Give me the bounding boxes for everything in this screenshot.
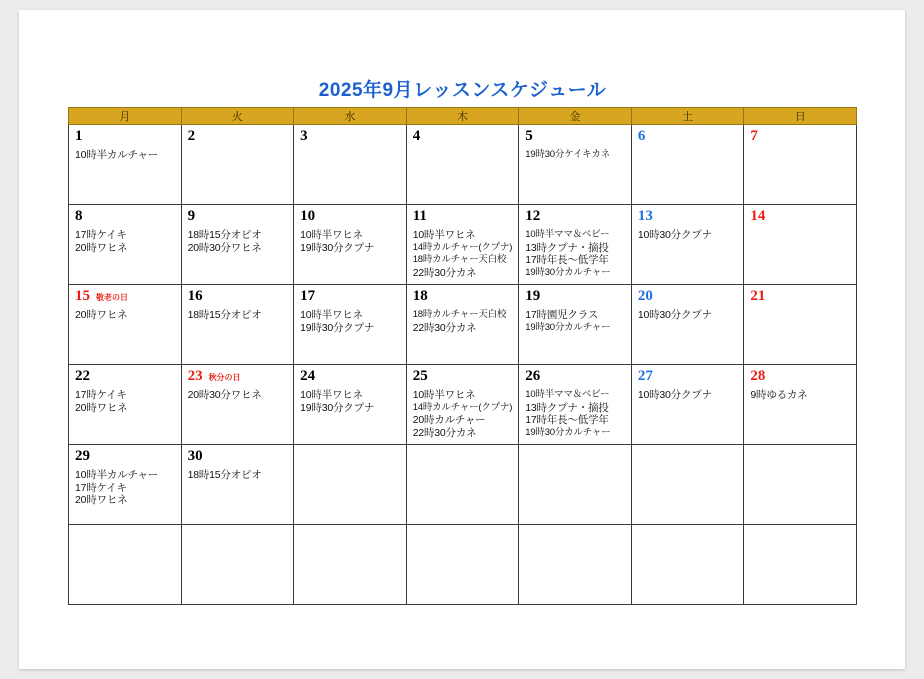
day-number-row: [525, 528, 627, 545]
calendar-day-cell[interactable]: [181, 125, 294, 205]
calendar-day-cell[interactable]: [294, 365, 407, 445]
day-number: 13: [637, 208, 653, 224]
calendar-table: [68, 107, 857, 605]
day-events: [300, 389, 402, 414]
day-number: 9: [187, 208, 196, 224]
calendar-day-cell[interactable]: [69, 365, 182, 445]
calendar-empty-cell: [294, 525, 407, 605]
day-number-row: [638, 368, 740, 385]
calendar-day-cell[interactable]: [294, 205, 407, 285]
weekday-header-sun: 日: [744, 108, 857, 125]
day-number: 19: [525, 288, 541, 304]
event-item: 17時ケイキ: [75, 481, 127, 494]
event-item: 9時ゆるカネ: [750, 389, 808, 401]
calendar-day-cell[interactable]: [631, 205, 744, 285]
day-number-row: [75, 368, 177, 385]
calendar-empty-cell: [519, 525, 632, 605]
day-number: 4: [412, 128, 421, 144]
day-number: 12: [525, 208, 541, 224]
day-number: 23: [187, 368, 203, 384]
holiday-label: 秋分の日: [208, 373, 241, 382]
day-number-row: [188, 368, 290, 385]
day-number: 30: [187, 448, 203, 464]
calendar-day-cell[interactable]: [744, 125, 857, 205]
event-item: 10時半ママ＆ベビー: [525, 229, 610, 240]
day-number-row: [300, 208, 402, 225]
weekday-header-fri: 金: [519, 108, 632, 125]
day-number-row: [413, 288, 515, 305]
calendar-empty-cell: [406, 445, 519, 525]
day-number: 11: [412, 208, 427, 224]
event-item: 20時カルチャー: [412, 414, 486, 426]
calendar-day-cell[interactable]: [181, 285, 294, 365]
event-item: 10時30分クプナ: [637, 229, 712, 241]
event-item: 22時30分カネ: [412, 266, 477, 279]
document-page: [19, 10, 905, 669]
day-number-row: [638, 528, 740, 545]
calendar-sheet: [68, 75, 857, 620]
day-events: [300, 229, 402, 254]
day-number: 20: [637, 288, 653, 304]
calendar-empty-cell: [294, 445, 407, 525]
day-number-row: [300, 448, 402, 465]
event-item: 19時30分クプナ: [300, 241, 375, 254]
event-item: 20時ワヒネ: [75, 401, 128, 414]
day-number-row: [188, 208, 290, 225]
day-events: [638, 389, 740, 402]
weekday-header-thu: 木: [406, 108, 519, 125]
event-item: 10時半ワヒネ: [300, 389, 363, 401]
calendar-day-cell[interactable]: [744, 285, 857, 365]
calendar-day-cell[interactable]: [181, 365, 294, 445]
day-number: 26: [525, 368, 541, 384]
day-events: [75, 309, 177, 322]
day-number-row: [75, 208, 177, 225]
calendar-week-row: [69, 125, 857, 205]
event-item: 10時半ワヒネ: [412, 229, 476, 241]
day-number-row: [188, 528, 290, 545]
calendar-body: [69, 125, 857, 605]
event-item: 17時年長～低学年: [525, 414, 609, 426]
event-item: 19時30分ケイキカネ: [525, 149, 611, 160]
day-number-row: [300, 288, 402, 305]
calendar-header-row: [69, 108, 857, 125]
calendar-day-cell[interactable]: [744, 365, 857, 445]
event-item: 10時30分クプナ: [637, 309, 712, 321]
calendar-day-cell[interactable]: [744, 205, 857, 285]
day-number-row: [638, 288, 740, 305]
weekday-header-tue: 火: [181, 108, 294, 125]
day-events: [75, 149, 177, 162]
day-events: [413, 389, 515, 439]
event-item: 20時ワヒネ: [75, 494, 128, 506]
day-number: 16: [187, 288, 203, 304]
calendar-empty-cell: [69, 525, 182, 605]
day-number: 3: [300, 128, 308, 144]
event-item: 19時30分クプナ: [300, 401, 375, 414]
day-number-row: [188, 448, 290, 465]
day-number-row: [75, 528, 177, 545]
day-events: [75, 469, 177, 507]
day-events: [638, 309, 740, 322]
calendar-empty-cell: [406, 525, 519, 605]
day-events: [525, 389, 627, 439]
calendar-day-cell[interactable]: [519, 205, 632, 285]
event-item: 10時半カルチャー: [75, 149, 159, 161]
event-item: 20時ワヒネ: [75, 309, 128, 321]
event-item: 18時15分オピオ: [187, 469, 262, 481]
day-number-row: [750, 528, 852, 545]
day-number: 29: [75, 448, 90, 464]
day-number-row: [413, 128, 515, 145]
event-item: 22時30分カネ: [412, 426, 477, 439]
event-item: 19時30分カルチャー: [525, 266, 611, 278]
day-number-row: [750, 288, 852, 305]
day-number: 22: [75, 368, 90, 384]
day-number-row: [750, 448, 852, 465]
calendar-day-cell[interactable]: [631, 125, 744, 205]
calendar-day-cell[interactable]: [406, 205, 519, 285]
calendar-day-cell[interactable]: [69, 445, 182, 525]
day-number-row: [525, 448, 627, 465]
day-number: 28: [750, 368, 766, 384]
event-item: 10時半ワヒネ: [412, 389, 476, 401]
day-number-row: [75, 128, 177, 145]
day-number-row: [638, 128, 740, 145]
day-events: [75, 229, 177, 254]
calendar-day-cell[interactable]: [631, 285, 744, 365]
calendar-day-cell[interactable]: [519, 285, 632, 365]
calendar-day-cell[interactable]: [69, 205, 182, 285]
day-number: 21: [750, 288, 766, 304]
calendar-empty-cell: [181, 525, 294, 605]
day-number-row: [300, 528, 402, 545]
day-number: 8: [75, 208, 83, 224]
event-item: 17時年長～低学年: [525, 254, 609, 266]
day-number: 14: [750, 208, 766, 224]
event-item: 20時30分ワヒネ: [187, 241, 262, 254]
event-item: 10時半カルチャー: [75, 469, 159, 481]
calendar-day-cell[interactable]: [406, 285, 519, 365]
day-events: [750, 389, 852, 402]
day-number: 6: [637, 128, 646, 144]
event-item: 13時クプナ・摘投: [525, 401, 609, 414]
day-number-row: [750, 368, 852, 385]
calendar-empty-cell: [744, 525, 857, 605]
day-number: 27: [637, 368, 653, 384]
event-item: 22時30分カネ: [412, 321, 477, 334]
calendar-day-cell[interactable]: [406, 365, 519, 445]
day-number-row: [525, 368, 627, 385]
day-number: 1: [75, 128, 83, 144]
event-item: 10時30分クプナ: [637, 389, 712, 401]
day-number: 2: [187, 128, 196, 144]
day-events: [413, 229, 515, 279]
calendar-empty-cell: [519, 445, 632, 525]
event-item: 18時15分オピオ: [187, 309, 262, 321]
page-title: 2025年9月レッスンスケジュール: [318, 80, 607, 101]
calendar-week-row: [69, 285, 857, 365]
calendar-day-cell[interactable]: [631, 365, 744, 445]
event-item: 20時ワヒネ: [75, 241, 128, 254]
day-events: [300, 309, 402, 334]
calendar-week-row: [69, 525, 857, 605]
day-number-row: [75, 448, 177, 465]
event-item: 17時ケイキ: [75, 389, 127, 401]
calendar-week-row: [69, 445, 857, 525]
event-item: 17時園児クラス: [525, 309, 599, 321]
day-number: 15: [75, 288, 90, 304]
calendar-day-cell[interactable]: [69, 285, 182, 365]
day-number-row: [188, 288, 290, 305]
calendar-day-cell[interactable]: [519, 365, 632, 445]
day-number-row: [300, 128, 402, 145]
day-events: [638, 229, 740, 242]
day-number-row: [750, 128, 852, 145]
day-number-row: [413, 208, 515, 225]
event-item: 14時カルチャー(クプナ): [412, 401, 513, 413]
day-events: [413, 309, 515, 334]
day-number-row: [750, 208, 852, 225]
day-events: [525, 309, 627, 334]
event-item: 20時30分ワヒネ: [187, 389, 262, 401]
day-events: [188, 469, 290, 482]
day-number-row: [413, 528, 515, 545]
day-number: 24: [300, 368, 316, 384]
calendar-day-cell[interactable]: [181, 205, 294, 285]
day-number: 10: [300, 208, 316, 224]
weekday-header-mon: 月: [69, 108, 182, 125]
event-item: 10時半ワヒネ: [300, 309, 363, 321]
calendar-empty-cell: [631, 525, 744, 605]
event-item: 18時カルチャー天白校: [412, 254, 507, 265]
event-item: 19時30分カルチャー: [525, 321, 611, 333]
holiday-label: 敬老の日: [96, 293, 128, 302]
day-number-row: [75, 288, 177, 305]
day-number: 17: [300, 288, 316, 304]
event-item: 18時カルチャー天白校: [412, 309, 507, 320]
day-events: [188, 309, 290, 322]
calendar-day-cell[interactable]: [181, 445, 294, 525]
day-number-row: [413, 368, 515, 385]
day-events: [188, 389, 290, 402]
calendar-day-cell[interactable]: [294, 285, 407, 365]
event-item: 13時クプナ・摘投: [525, 241, 609, 254]
calendar-day-cell[interactable]: [519, 125, 632, 205]
calendar-day-cell[interactable]: [69, 125, 182, 205]
calendar-day-cell[interactable]: [406, 125, 519, 205]
day-events: [75, 389, 177, 414]
event-item: 14時カルチャー(クプナ): [412, 241, 513, 253]
calendar-empty-cell: [631, 445, 744, 525]
calendar-week-row: [69, 365, 857, 445]
day-number: 18: [412, 288, 428, 304]
day-number-row: [300, 368, 402, 385]
event-item: 17時ケイキ: [75, 229, 127, 241]
day-number-row: [188, 128, 290, 145]
weekday-header-sat: 土: [631, 108, 744, 125]
day-number-row: [638, 208, 740, 225]
day-number: 7: [750, 128, 758, 144]
event-item: 19時30分クプナ: [300, 321, 375, 334]
event-item: 10時半ママ＆ベビー: [525, 389, 610, 400]
day-number: 25: [412, 368, 428, 384]
day-events: [525, 229, 627, 279]
calendar-day-cell[interactable]: [294, 125, 407, 205]
day-events: [525, 149, 627, 162]
calendar-week-row: [69, 205, 857, 285]
day-number-row: [525, 128, 627, 145]
event-item: 18時15分オピオ: [187, 229, 262, 241]
day-number: 5: [525, 128, 533, 144]
day-number-row: [525, 288, 627, 305]
day-number-row: [638, 448, 740, 465]
weekday-header-wed: 水: [294, 108, 407, 125]
event-item: 10時半ワヒネ: [300, 229, 363, 241]
day-number-row: [525, 208, 627, 225]
day-events: [188, 229, 290, 254]
calendar-empty-cell: [744, 445, 857, 525]
event-item: 19時30分カルチャー: [525, 426, 611, 438]
day-number-row: [413, 448, 515, 465]
